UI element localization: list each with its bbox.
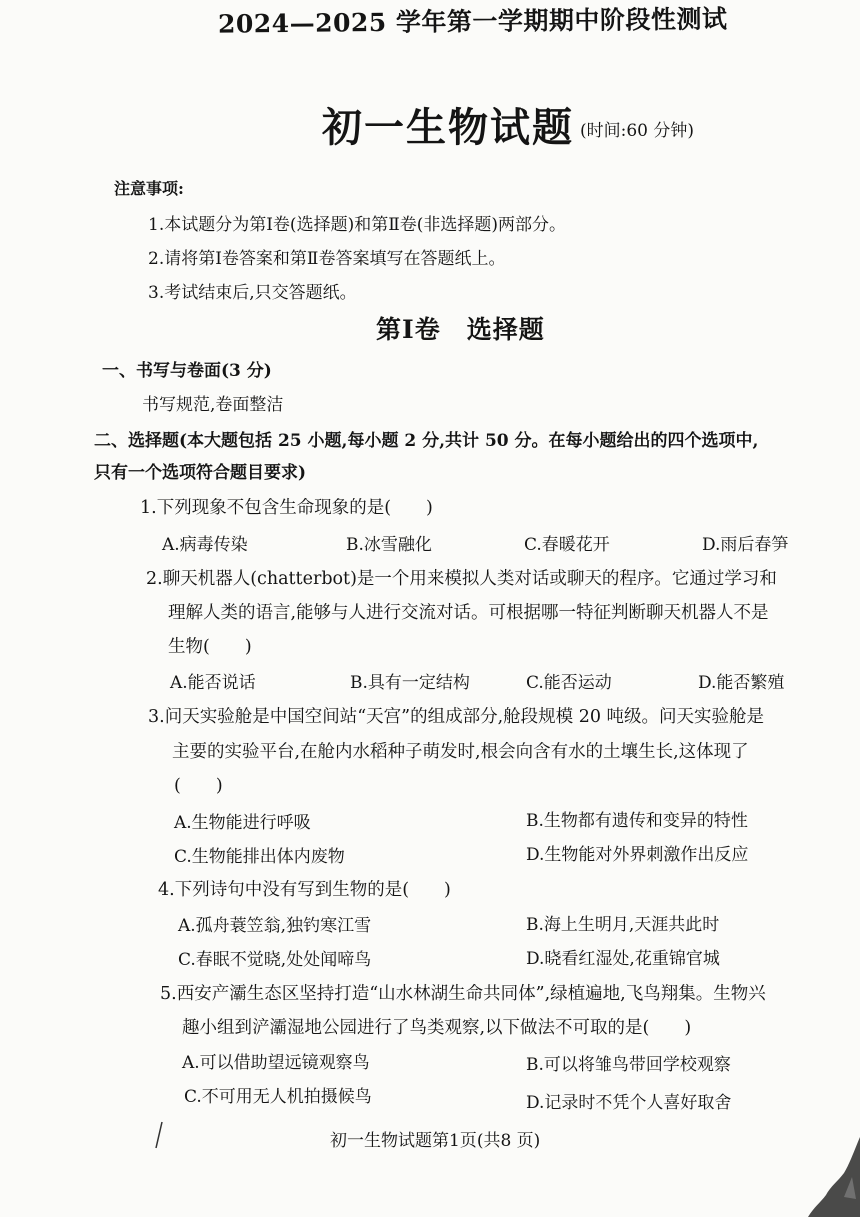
note-item: 1.本试题分为第Ⅰ卷(选择题)和第Ⅱ卷(非选择题)两部分。 bbox=[148, 215, 567, 235]
section1-body: 书写规范,卷面整洁 bbox=[142, 395, 284, 415]
question-2-option-c: C.能否运动 bbox=[526, 673, 612, 693]
question-5-stem-line2: 趣小组到浐灞湿地公园进行了鸟类观察,以下做法不可取的是( ) bbox=[182, 1018, 692, 1038]
question-2-stem-line1: 2.聊天机器人(chatterbot)是一个用来模拟人类对话或聊天的程序。它通过学习和 bbox=[146, 569, 777, 589]
question-3-option-d: D.生物能对外界刺激作出反应 bbox=[526, 845, 749, 865]
question-1-option-a: A.病毒传染 bbox=[162, 535, 248, 555]
question-1-option-c: C.春暖花开 bbox=[524, 535, 610, 555]
question-1-option-b: B.冰雪融化 bbox=[346, 535, 432, 555]
section1-heading: 一、书写与卷面(3 分) bbox=[102, 361, 272, 381]
note-item: 2.请将第Ⅰ卷答案和第Ⅱ卷答案填写在答题纸上。 bbox=[148, 249, 506, 269]
question-5-option-b: B.可以将雏鸟带回学校观察 bbox=[526, 1055, 731, 1075]
question-4-option-b: B.海上生明月,天涯共此时 bbox=[526, 915, 720, 935]
section2-heading-line2: 只有一个选项符合题目要求) bbox=[94, 463, 307, 483]
question-2-stem-line3: 生物( ) bbox=[168, 637, 252, 657]
scan-mark bbox=[152, 1120, 166, 1150]
question-5-option-a: A.可以借助望远镜观察鸟 bbox=[182, 1053, 370, 1073]
question-3-option-c: C.生物能排出体内废物 bbox=[174, 847, 345, 867]
exam-title: 2024—2025 学年第一学期期中阶段性测试 bbox=[217, 4, 728, 39]
question-1-option-d: D.雨后春笋 bbox=[702, 535, 789, 555]
volume-heading: 第Ⅰ卷 选择题 bbox=[376, 315, 545, 344]
question-1-stem: 1.下列现象不包含生命现象的是( ) bbox=[140, 498, 433, 518]
notes-heading: 注意事项: bbox=[114, 179, 184, 198]
question-2-option-d: D.能否繁殖 bbox=[698, 673, 785, 693]
question-5-stem-line1: 5.西安产灞生态区坚持打造“山水林湖生命共同体”,绿植遍地,飞鸟翔集。生物兴 bbox=[160, 984, 766, 1004]
subject-title: 初一生物试题 bbox=[322, 104, 574, 151]
question-3-stem-line3: ( ) bbox=[174, 776, 223, 796]
question-3-option-a: A.生物能进行呼吸 bbox=[174, 813, 311, 833]
question-4-stem: 4.下列诗句中没有写到生物的是( ) bbox=[158, 880, 451, 900]
question-3-stem-line2: 主要的实验平台,在舱内水稻种子萌发时,根会向含有水的土壤生长,这体现了 bbox=[172, 742, 749, 762]
question-4-option-d: D.晓看红湿处,花重锦官城 bbox=[526, 949, 720, 969]
question-3-stem-line1: 3.问天实验舱是中国空间站“天宫”的组成部分,舱段规模 20 吨级。问天实验舱是 bbox=[148, 707, 765, 727]
section2-heading-line1: 二、选择题(本大题包括 25 小题,每小题 2 分,共计 50 分。在每小题给出的四个选项中, bbox=[94, 431, 759, 451]
question-4-option-a: A.孤舟蓑笠翁,独钓寒江雪 bbox=[178, 916, 372, 936]
page-footer: 初一生物试题第1页(共8 页) bbox=[330, 1131, 541, 1151]
question-2-option-a: A.能否说话 bbox=[170, 673, 256, 693]
time-note: (时间:60 分钟) bbox=[580, 121, 695, 141]
question-2-stem-line2: 理解人类的语言,能够与人进行交流对话。可根据哪一特征判断聊天机器人不是 bbox=[168, 603, 769, 623]
question-2-option-b: B.具有一定结构 bbox=[350, 673, 470, 693]
scan-stain bbox=[800, 1137, 860, 1217]
question-5-option-c: C.不可用无人机拍摄候鸟 bbox=[184, 1087, 372, 1107]
question-5-option-d: D.记录时不凭个人喜好取舍 bbox=[526, 1093, 732, 1113]
note-item: 3.考试结束后,只交答题纸。 bbox=[148, 283, 357, 303]
question-3-option-b: B.生物都有遗传和变异的特性 bbox=[526, 811, 748, 831]
question-4-option-c: C.春眠不觉晓,处处闻啼鸟 bbox=[178, 950, 372, 970]
